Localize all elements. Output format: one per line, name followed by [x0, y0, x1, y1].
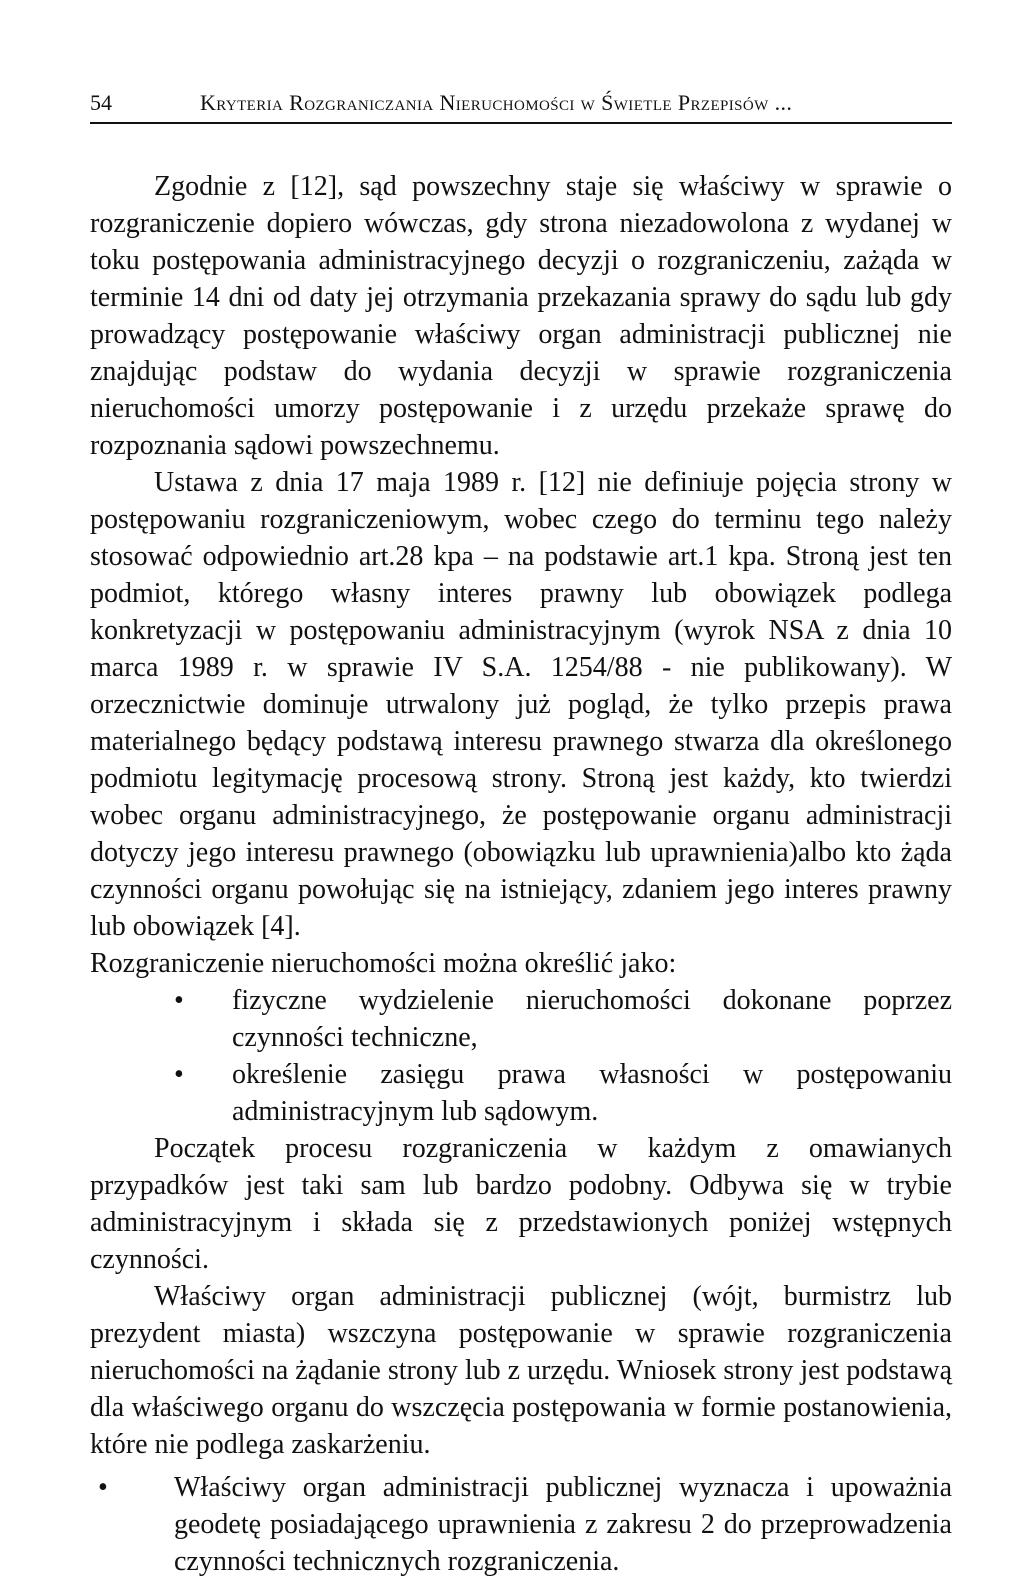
paragraph-demarcation-intro: Rozgraniczenie nieruchomości można określić jako:	[90, 948, 677, 979]
paragraph-process-start: Początek procesu rozgraniczenia w każdym z omawianych przypadków jest taki sam lub bardzo podobny. Odbywa się w trybie administracyjnym i składa się z przedstawionych poniżej wstępnych czynności.	[90, 1133, 952, 1275]
running-header	[90, 88, 952, 124]
paragraph-court-jurisdiction: Zgodnie z [12], sąd powszechny staje się właściwy w sprawie o rozgraniczenie dopiero wówczas, gdy strona niezadowolona z wydanej w toku postępowania administracyjnego decyzji o rozgraniczeniu, zażąda w terminie 14 dni od daty jej otrzymania przekazania sprawy do sądu lub gdy prowadzący postępowanie właściwy organ administracji publicznej nie znajdując podstaw do wydania decyzji w sprawie rozgraniczenia nieruchomości umorzy postępowanie i z urzędu przekaże sprawę do rozpoznania sądowi powszechnemu.	[90, 171, 952, 461]
paragraph-party-definition: Ustawa z dnia 17 maja 1989 r. [12] nie definiuje pojęcia strony w postępowaniu rozgraniczeniowym, wobec czego do terminu tego należy stosować odpowiednio art.28 kpa – na podstawie art.1 kpa. Stroną jest ten podmiot, którego własny interes prawny lub obowiązek podlega konkretyzacji w postępowaniu administracyjnym (wyrok NSA z dnia 10 marca 1989 r. w sprawie IV S.A. 1254/88 - nie publikowany). W orzecznictwie dominuje utrwalony już pogląd, że tylko przepis prawa materialnego będący podstawą interesu prawnego stwarza dla określonego podmiotu legitymację procesową strony. Stroną jest każdy, kto twierdzi wobec organu administracyjnego, że postępowanie organu administracji dotyczy jego interesu prawnego (obowiązku lub uprawnienia)albo kto żąda czynności organu powołując się na istniejący, zdaniem jego interes prawny lub obowiązek [4].	[90, 467, 952, 942]
list-item	[90, 1469, 952, 1580]
list-item	[90, 1056, 952, 1130]
bullet-icon: •	[98, 1472, 108, 1503]
running-title: Kryteria Rozgraniczania Nieruchomości w Świetle Przepisów ...	[200, 90, 793, 115]
paragraph-authority-initiation: Właściwy organ administracji publicznej (wójt, burmistrz lub prezydent miasta) wszczyna postępowanie w sprawie rozgraniczenia nieruchomości na żądanie strony lub z urzędu. Wniosek strony jest podstawą dla właściwego organu do wszczęcia postępowania w formie postanowienia, które nie podlega zaskarżeniu.	[90, 1281, 952, 1460]
procedure-steps-list	[90, 1469, 952, 1580]
list-item-text: określenie zasięgu prawa własności w postępowaniu administracyjnym lub sądowym.	[232, 1059, 952, 1127]
bullet-icon: •	[174, 1059, 184, 1090]
list-item-text: Właściwy organ administracji publicznej wyznacza i upoważnia geodetę posiadającego uprawnienia z zakresu 2 do przeprowadzenia czynności technicznych rozgraniczenia.	[174, 1472, 952, 1577]
list-item-text: fizyczne wydzielenie nieruchomości dokonane poprzez czynności techniczne,	[232, 985, 952, 1053]
bullet-icon: •	[174, 985, 184, 1016]
body-text	[90, 168, 952, 1580]
demarcation-types-list	[90, 982, 952, 1130]
list-item	[90, 982, 952, 1056]
page-number: 54	[90, 90, 112, 115]
